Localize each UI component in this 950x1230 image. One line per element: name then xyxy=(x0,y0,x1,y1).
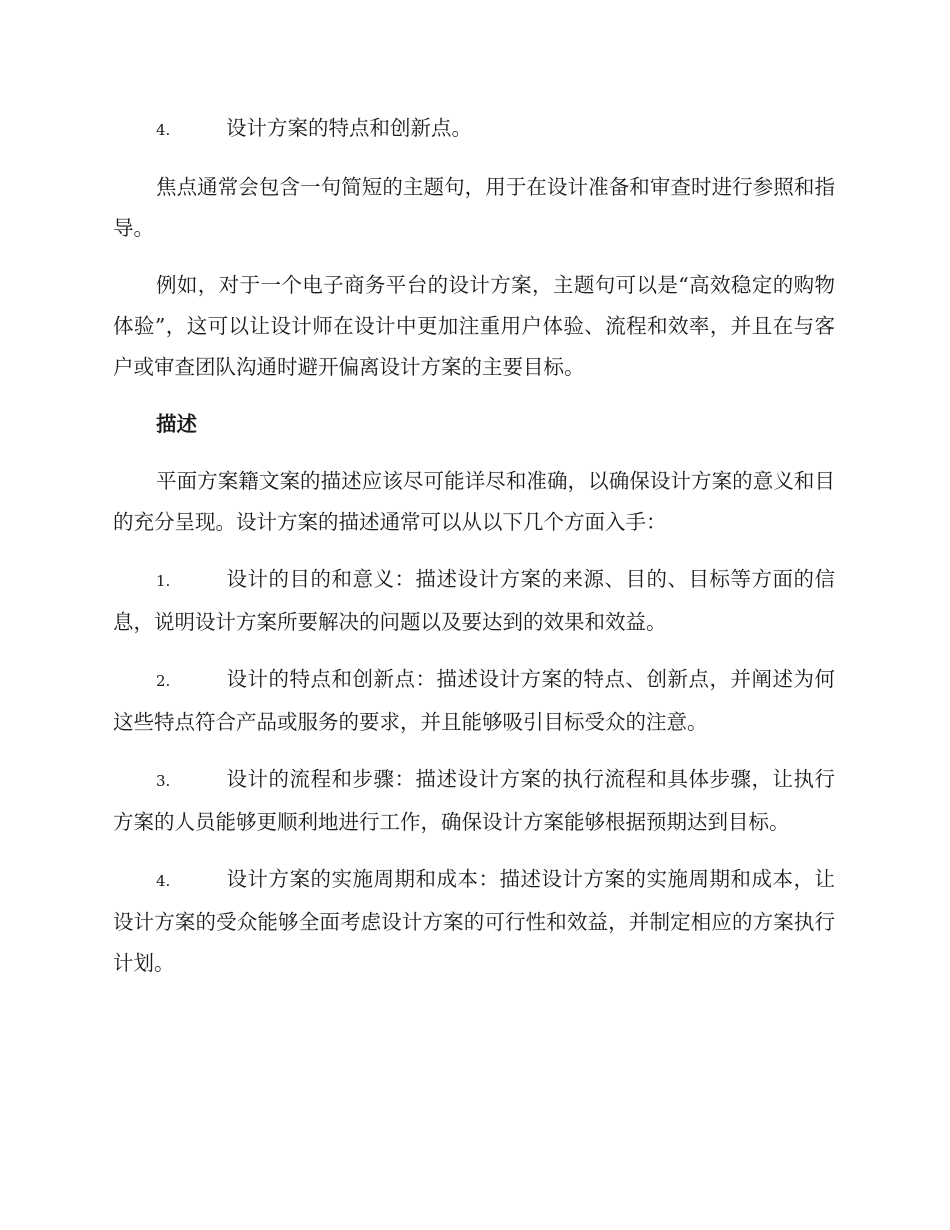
list-item xyxy=(113,759,835,843)
section-heading: 描述 xyxy=(156,412,197,436)
list-number: 2. xyxy=(156,672,171,690)
paragraph: 例如，对于一个电子商务平台的设计方案，主题句可以是“高效稳定的购物体验”，这可以让设计师在设计中更加注重用户体验、流程和效率，并且在与客户或审查团队沟通时避开偏离设计方案的主要目标。 xyxy=(113,273,835,379)
list-item xyxy=(113,859,835,984)
section-intro-paragraph: 平面方案籍文案的描述应该尽可能详尽和准确，以确保设计方案的意义和目的充分呈现。设计方案的描述通常可以从以下几个方面入手： xyxy=(113,469,835,534)
document-page xyxy=(113,108,835,1000)
paragraph: 焦点通常会包含一句简短的主题句，用于在设计准备和审查时进行参照和指导。 xyxy=(113,175,835,240)
list-item xyxy=(113,559,835,643)
list-number: 3. xyxy=(156,772,171,790)
list-text: 设计的特点和创新点：描述设计方案的特点、创新点，并阐述为何这些特点符合产品或服务的要求，并且能够吸引目标受众的注意。 xyxy=(113,667,835,734)
list-item xyxy=(113,108,835,151)
list-text: 设计方案的实施周期和成本：描述设计方案的实施周期和成本，让设计方案的受众能够全面考虑设计方案的可行性和效益，并制定相应的方案执行计划。 xyxy=(113,867,835,975)
list-text: 设计的目的和意义：描述设计方案的来源、目的、目标等方面的信息，说明设计方案所要解决的问题以及要达到的效果和效益。 xyxy=(113,567,835,634)
list-number: 1. xyxy=(156,572,171,590)
list-text: 设计方案的特点和创新点。 xyxy=(226,116,472,140)
list-item xyxy=(113,659,835,743)
list-number: 4. xyxy=(156,121,171,139)
list-text: 设计的流程和步骤：描述设计方案的执行流程和具体步骤，让执行方案的人员能够更顺利地进行工作，确保设计方案能够根据预期达到目标。 xyxy=(113,767,835,834)
list-number: 4. xyxy=(156,872,171,890)
